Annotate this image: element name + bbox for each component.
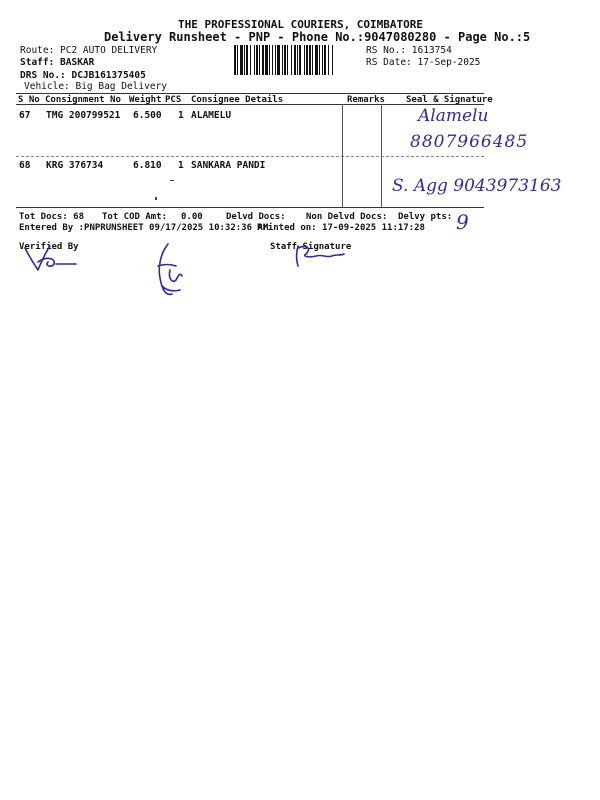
staff-text: Staff: BASKAR xyxy=(20,57,95,68)
total-cod-value: 0.00 xyxy=(181,212,203,222)
barcode-bar xyxy=(315,45,318,75)
vehicle-text: Vehicle: Big Bag Delivery xyxy=(24,81,167,92)
total-docs: Tot Docs: 68 xyxy=(19,212,85,222)
barcode-bar xyxy=(275,45,276,75)
barcode-bar xyxy=(259,45,260,75)
runsheet-title: Delivery Runsheet - PNP - Phone No.:9047080280 - Page No.:5 xyxy=(104,30,531,44)
row-sno: 68 xyxy=(19,160,31,171)
table-top-border xyxy=(16,93,484,94)
row-consignment: KRG 376734 xyxy=(46,160,104,171)
barcode-bar xyxy=(309,45,311,75)
barcode-bar xyxy=(294,45,296,75)
barcode-bar xyxy=(312,45,313,75)
barcode-bar xyxy=(306,45,308,75)
handwritten-delivery-points: 9 xyxy=(456,210,469,234)
barcode-bar xyxy=(262,45,264,75)
table-bottom-border xyxy=(16,207,484,208)
rs-date: RS Date: 17-Sep-2025 xyxy=(366,57,481,68)
header-pcs: PCS xyxy=(165,95,182,105)
row-consignee: ALAMELU xyxy=(191,110,232,121)
signature-column-line xyxy=(381,104,382,207)
handwritten-name: Alamelu xyxy=(418,106,489,126)
total-cod-label: Tot COD Amt: xyxy=(102,212,168,222)
verified-by-label: Verified By xyxy=(19,242,79,252)
header-signature: Seal & Signature xyxy=(406,95,493,105)
delivery-points-label: Delvy pts: xyxy=(398,212,453,222)
barcode-image xyxy=(234,45,362,75)
verified-by-signature xyxy=(20,240,80,276)
staff-signature xyxy=(292,240,348,270)
non-delivered-docs-label: Non Delvd Docs: xyxy=(306,212,388,222)
company-name: THE PROFESSIONAL COURIERS, COIMBATORE xyxy=(178,18,424,31)
barcode-bar xyxy=(322,45,323,75)
barcode-bar xyxy=(304,45,305,75)
delivered-docs-label: Delvd Docs: xyxy=(226,212,286,222)
row-weight: 6.810 xyxy=(133,160,162,171)
barcode-bar xyxy=(234,45,236,75)
row-sno: 67 xyxy=(19,110,31,121)
row-pcs: 1 xyxy=(178,110,184,121)
barcode-bar xyxy=(299,45,301,75)
barcode-bar xyxy=(291,45,292,75)
barcode-bar xyxy=(254,45,255,75)
handwritten-recipient: S. Agg 9043973163 xyxy=(392,176,562,196)
barcode-bar xyxy=(246,45,248,75)
barcode-bar xyxy=(244,45,245,75)
header-consignee: Consignee Details xyxy=(191,95,284,105)
row-consignment: TMG 200799521 xyxy=(46,110,121,121)
row-consignee: SANKARA PANDI xyxy=(191,160,266,171)
barcode-bar xyxy=(282,45,283,75)
barcode-bar xyxy=(256,45,258,75)
row-divider xyxy=(16,156,484,157)
barcode-bar xyxy=(297,45,298,75)
barcode-bar xyxy=(265,45,268,75)
staff-signature-label: Staff Signature xyxy=(270,242,352,252)
rs-number: RS No.: 1613754 xyxy=(366,45,452,56)
row-pcs: 1 xyxy=(178,160,184,171)
entered-by: Entered By :PNPRUNSHEET 09/17/2025 10:32:36 AM xyxy=(19,223,269,233)
barcode-bar xyxy=(240,45,243,75)
barcode-bar xyxy=(277,45,280,75)
header-weight: Weight xyxy=(129,95,162,105)
stray-mark xyxy=(155,197,157,200)
barcode-bar xyxy=(284,45,286,75)
printed-on: Printed on: 17-09-2025 11:17:28 xyxy=(257,223,425,233)
barcode-bar xyxy=(332,45,333,75)
route-text: Route: PC2 AUTO DELIVERY xyxy=(20,45,158,56)
barcode-bar xyxy=(269,45,270,75)
row-weight: 6.500 xyxy=(133,110,162,121)
header-sno: S No xyxy=(18,95,40,105)
barcode-bar xyxy=(324,45,326,75)
barcode-bar xyxy=(250,45,251,75)
barcode-bar xyxy=(272,45,273,75)
header-consignment: Consignment No xyxy=(45,95,121,105)
header-remarks: Remarks xyxy=(347,95,385,105)
barcode-bar xyxy=(287,45,288,75)
handwritten-initials xyxy=(148,238,188,300)
drs-number: DRS No.: DCJB161375405 xyxy=(20,70,146,81)
stray-mark xyxy=(170,180,174,181)
barcode-bar xyxy=(237,45,238,75)
remarks-column-line xyxy=(342,104,343,207)
handwritten-phone: 8807966485 xyxy=(410,132,529,152)
barcode-bar xyxy=(328,45,329,75)
barcode-bar xyxy=(319,45,320,75)
